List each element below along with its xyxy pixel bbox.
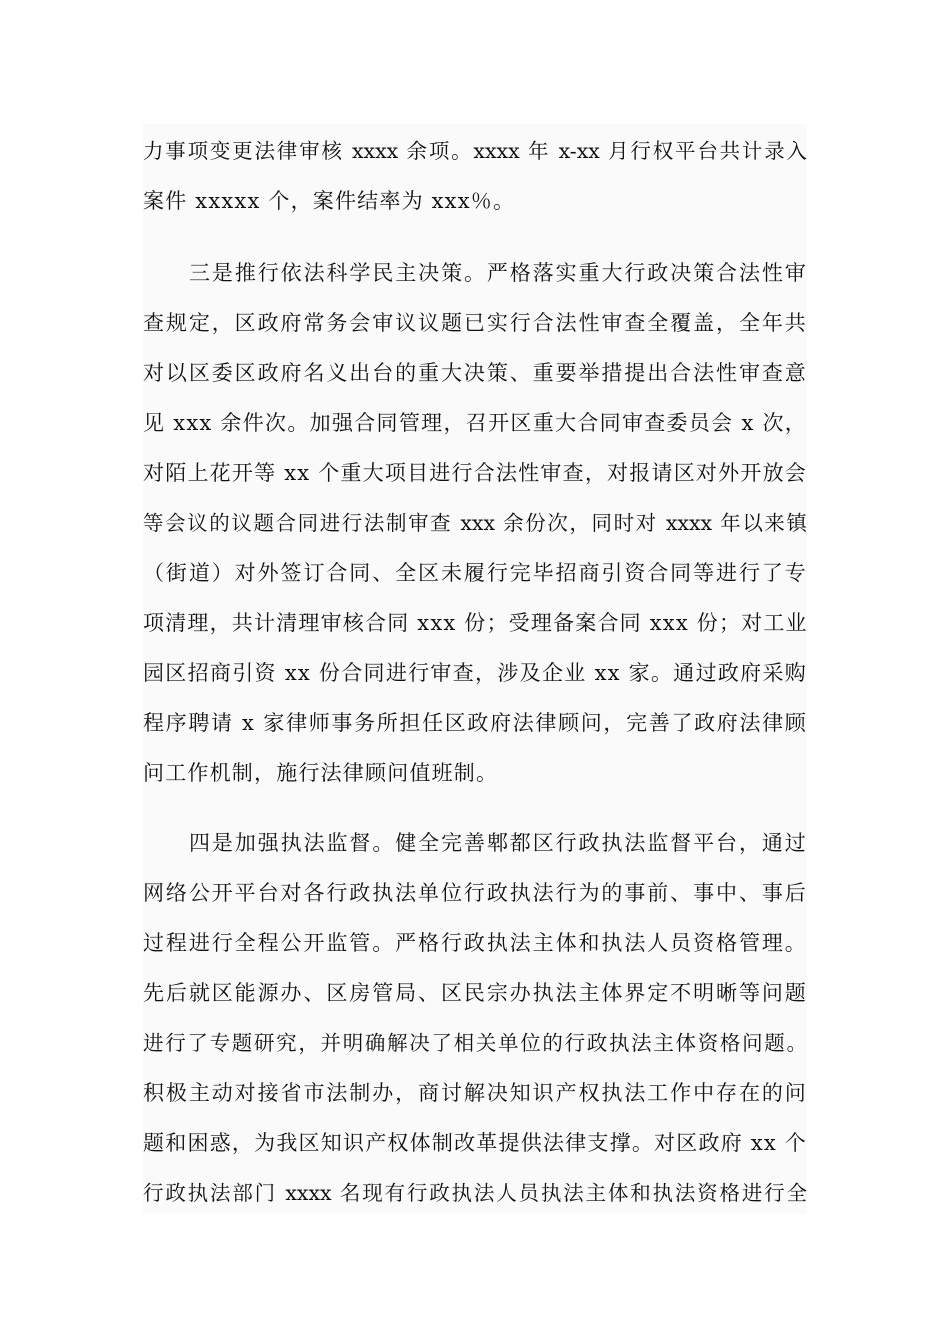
text-line: 程序聘请 x 家律师事务所担任区政府法律顾问，完善了政府法律顾 [143, 711, 807, 735]
text-line: 三是推行依法科学民主决策。严格落实重大行政决策合法性审 [189, 261, 807, 285]
text-line: 网络公开平台对各行政执法单位行政执法行为的事前、事中、事后 [143, 881, 807, 905]
text-line: 行政执法部门 xxxx 名现有行政执法人员执法主体和执法资格进行全 [143, 1181, 807, 1205]
text-line: 项清理，共计清理审核合同 xxx 份；受理备案合同 xxx 份；对工业 [143, 611, 808, 635]
text-line: 力事项变更法律审核 xxxx 余项。xxxx 年 x-xx 月行权平台共计录入 [143, 139, 807, 163]
text-line: 园区招商引资 xx 份合同进行审查，涉及企业 xx 家。通过政府采购 [143, 661, 807, 685]
text-line: 四是加强执法监督。健全完善郫都区行政执法监督平台，通过 [189, 831, 807, 855]
text-line: 对陌上花开等 xx 个重大项目进行合法性审查，对报请区对外开放会 [143, 461, 807, 485]
text-line: 问工作机制，施行法律顾问值班制。 [143, 761, 499, 785]
text-line: 见 xxx 余件次。加强合同管理，召开区重大合同审查委员会 x 次， [143, 411, 807, 435]
text-line: 过程进行全程公开监管。严格行政执法主体和执法人员资格管理。 [143, 931, 807, 955]
text-line: 积极主动对接省市法制办，商讨解决知识产权执法工作中存在的问 [143, 1081, 807, 1105]
text-line: 进行了专题研究，并明确解决了相关单位的行政执法主体资格问题。 [143, 1031, 807, 1055]
text-line: 题和困惑，为我区知识产权体制改革提供法律支撑。对区政府 xx 个 [143, 1131, 807, 1155]
text-line: 对以区委区政府名义出台的重大决策、重要举措提出合法性审查意 [143, 361, 807, 385]
document-body [143, 124, 807, 1214]
text-line: 等会议的议题合同进行法制审查 xxx 余份次，同时对 xxxx 年以来镇 [143, 511, 807, 535]
text-line: 案件 xxxxx 个，案件结率为 xxx％。 [143, 189, 516, 213]
text-line: 查规定，区政府常务会审议议题已实行合法性审查全覆盖，全年共 [143, 311, 807, 335]
text-line: （街道）对外签订合同、全区未履行完毕招商引资合同等进行了专 [143, 561, 807, 585]
text-line: 先后就区能源办、区房管局、区民宗办执法主体界定不明晰等问题 [143, 981, 807, 1005]
